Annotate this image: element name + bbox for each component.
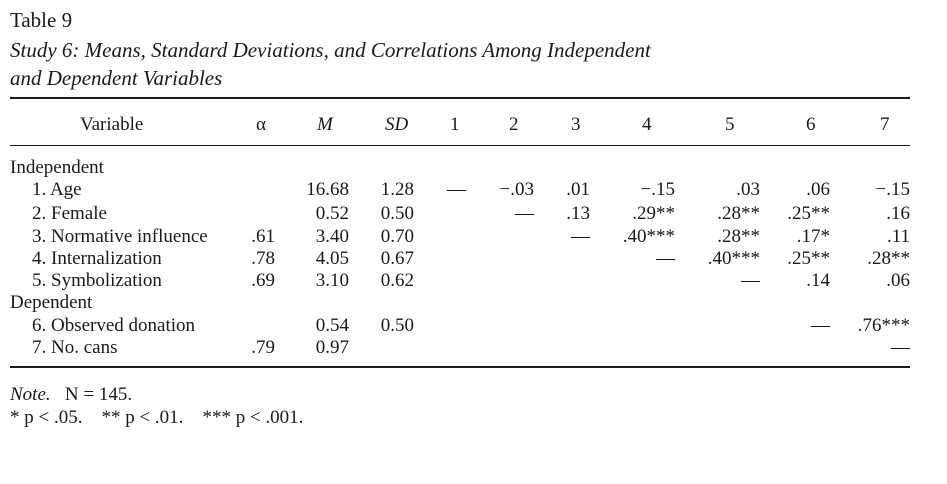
section-label: Independent [10,157,104,178]
cell-c7: .16 [886,203,910,224]
cell-c5: .03 [736,179,760,200]
row-label: 6. Observed donation [32,315,196,336]
cell-c5: .28** [717,203,760,224]
sig-note-3: *** p < .001. [202,407,304,428]
cell-mean: 0.52 [315,203,349,224]
cell-c4: −.15 [640,179,675,200]
cell-c3: .01 [566,179,590,200]
cell-c4: .29** [632,203,675,224]
header-col-1: 1 [450,114,460,135]
cell-alpha: .61 [251,226,275,247]
cell-mean: 4.05 [315,248,349,269]
top-rule [10,97,910,99]
cell-mean: 3.40 [315,226,349,247]
cell-c2: — [515,203,534,224]
cell-c6: .14 [806,270,830,291]
header-col-3: 3 [571,114,581,135]
cell-c7: .76*** [857,315,910,336]
row-label: 4. Internalization [32,248,162,269]
row-label: 3. Normative influence [32,226,208,247]
note-label: Note. [10,384,51,405]
cell-c3: .13 [566,203,590,224]
bottom-rule [10,366,910,368]
cell-alpha: .78 [251,248,275,269]
cell-c1: — [447,179,466,200]
header-sd: SD [385,114,409,135]
cell-c5: .40*** [707,248,760,269]
cell-c7: .06 [886,270,910,291]
cell-c2: −.03 [499,179,534,200]
cell-c4: — [656,248,675,269]
cell-sd: 0.50 [380,203,414,224]
cell-c6: .17* [796,226,830,247]
cell-c7: .11 [886,226,910,247]
table-caption [10,36,810,92]
cell-c4: .40*** [622,226,675,247]
cell-c5: .28** [717,226,760,247]
sig-note-1: * p < .05. [10,407,83,428]
row-label: 7. No. cans [32,337,118,358]
note-sample-size: N = 145. [64,384,133,405]
cell-c7: — [891,337,910,358]
table-note [10,384,132,406]
header-mean: M [317,114,333,135]
cell-c6: .06 [806,179,830,200]
cell-c6: .25** [787,248,830,269]
cell-sd: 0.50 [380,315,414,336]
cell-mean: 16.68 [306,179,349,200]
cell-sd: 1.28 [380,179,414,200]
header-col-2: 2 [509,114,519,135]
header-col-6: 6 [806,114,816,135]
significance-note [10,407,303,429]
cell-sd: 0.70 [380,226,414,247]
row-label: 5. Symbolization [32,270,162,291]
sig-note-2: ** p < .01. [101,407,184,428]
header-col-7: 7 [880,114,890,135]
header-alpha: α [256,114,266,135]
cell-alpha: .79 [251,337,275,358]
cell-mean: 3.10 [315,270,349,291]
cell-c7: −.15 [875,179,910,200]
cell-mean: 0.97 [315,337,349,358]
caption-line-2: and Dependent Variables [10,66,223,90]
cell-sd: 0.62 [380,270,414,291]
row-label: 2. Female [32,203,107,224]
cell-sd: 0.67 [380,248,414,269]
cell-c6: — [811,315,830,336]
header-col-4: 4 [642,114,652,135]
cell-c6: .25** [787,203,830,224]
section-label: Dependent [10,292,93,313]
cell-c5: — [741,270,760,291]
table-label: Table 9 [10,8,73,32]
header-rule [10,145,910,146]
cell-mean: 0.54 [315,315,349,336]
cell-alpha: .69 [251,270,275,291]
caption-line-1: Study 6: Means, Standard Deviations, and Correlations Among Independent [10,38,651,62]
header-col-5: 5 [725,114,735,135]
cell-c7: .28** [867,248,910,269]
cell-c3: — [571,226,590,247]
row-label: 1. Age [32,179,82,200]
header-variable: Variable [80,114,144,135]
